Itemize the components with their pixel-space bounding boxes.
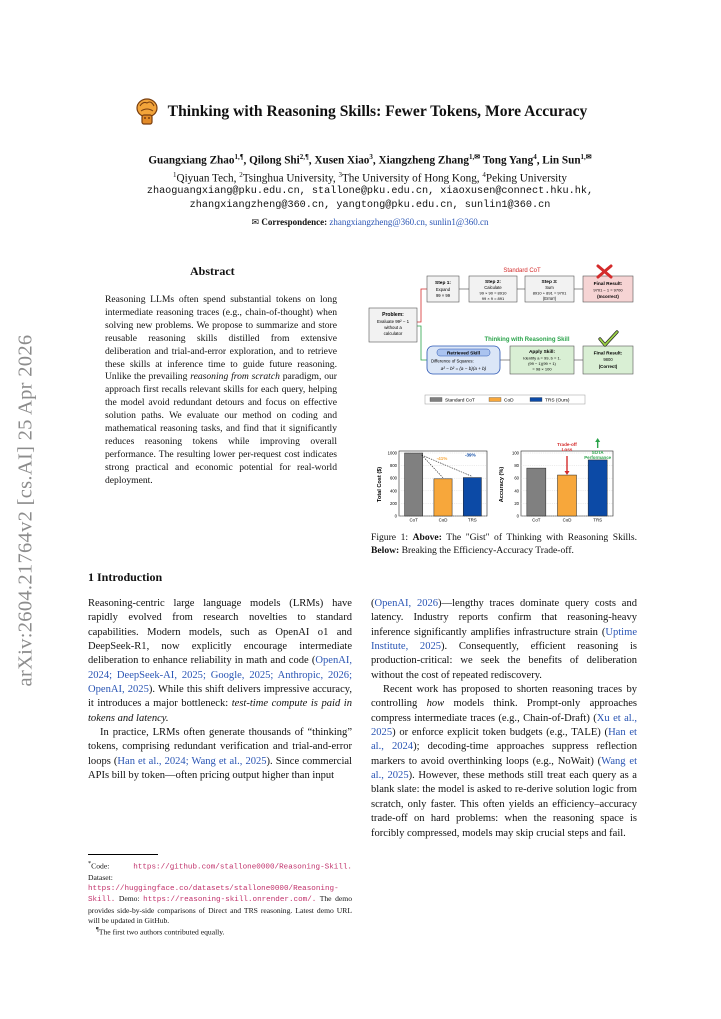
emphasis: how bbox=[426, 698, 445, 710]
author-names: Guangxiang Zhao$^{1,\P}$, Qilong Shi$^{2,\P}$, Xusen Xiao$^3$, Xiangzheng Zhang$^{1,✉}$ Tong Yang$^4$, Lin Sun$^{1,✉}$ bbox=[148, 153, 592, 167]
x-tick-label: CoT bbox=[532, 517, 541, 523]
x-tick-label: CoT bbox=[409, 517, 418, 523]
y-tick-label: 80 bbox=[514, 463, 519, 469]
step-line: (99 − 1)(99 + 1) bbox=[528, 361, 556, 366]
retrieved-skill-box bbox=[427, 346, 500, 374]
legend-swatch bbox=[489, 398, 501, 402]
y-tick-label: 1000 bbox=[387, 450, 397, 456]
y-tick-label: 400 bbox=[390, 488, 397, 494]
author-mark: 2,¶ bbox=[299, 153, 309, 161]
citation-link[interactable]: Han et al., 2024; Wang et al., 2025 bbox=[117, 755, 267, 767]
envelope-icon: ✉ bbox=[251, 217, 260, 228]
final-result-correct bbox=[583, 346, 633, 374]
cost-reduction-cod: -41% bbox=[436, 455, 448, 461]
citation-link[interactable]: Wang et al., 2025 bbox=[371, 755, 637, 782]
author-mark: 1,✉ bbox=[580, 153, 592, 161]
correspondence-emails[interactable]: zhangxiangzheng@360.cn, sunlin1@360.cn bbox=[329, 217, 489, 228]
caption-text: Breaking the Efficiency-Accuracy Trade-off. bbox=[399, 544, 574, 556]
caption-above: Above: bbox=[412, 532, 442, 543]
email-line: zhangxiangzheng@360.cn, yangtong@pku.edu.cn, sunlin1@360.cn bbox=[189, 200, 551, 212]
x-tick-label: TRS bbox=[467, 517, 477, 523]
y-axis-label: Total Cost ($) bbox=[377, 466, 383, 503]
caption-text: The "Gist" of Thinking with Reasoning Skills. bbox=[441, 532, 637, 543]
skill-line: Difference of Squares: bbox=[431, 358, 474, 364]
author: Xiangzheng Zhang bbox=[378, 154, 469, 167]
step-title: Final Result: bbox=[593, 351, 623, 357]
step-title: Final Result: bbox=[593, 282, 623, 287]
caption-below: Below: bbox=[371, 544, 400, 556]
text: Recent work has proposed to shorten reasoning traces by controlling bbox=[371, 684, 637, 710]
bar-cot bbox=[527, 468, 546, 516]
cross-icon bbox=[598, 266, 611, 277]
y-tick-label: 0 bbox=[394, 513, 397, 519]
text: ). Consequently, efficient reasoning is production-critical: we seek the benefits of deliberation without the cost of repeated rediscovery. bbox=[371, 641, 637, 681]
y-tick-label: 20 bbox=[514, 500, 519, 506]
accuracy-chart bbox=[499, 451, 613, 523]
bar-trs bbox=[588, 460, 607, 516]
citation-link[interactable]: OpenAI, 2026 bbox=[374, 598, 439, 609]
legend-swatch bbox=[430, 398, 442, 402]
paragraph: (OpenAI, 2026)—lengthy traces dominate query costs and latency. Industry reports confirm that reasoning-heavy inference significantly amplifies infrastructure strain (Uptime Institute, 2025). Consequently, efficient reasoning is production-critical: we seek the benefits of deliberation without the cost of repeated rediscovery. bbox=[371, 598, 637, 681]
affiliation: The University of Hong Kong bbox=[341, 172, 477, 185]
y-tick-label: 600 bbox=[390, 475, 397, 481]
paper-title: Thinking with Reasoning Skills: Fewer Tokens, More Accuracy bbox=[167, 103, 588, 120]
abstract-text: Reasoning LLMs often spend substantial tokens on long intermediate reasoning traces (e.g., chain-of-thought) when solving new problems. We propose to summarize and store reusable reasoning skills distilled from extensive deliberation and trial-and-error exploration, and to retrieve these skills at inference time to guide future reasoning. Unlike the prevailing bbox=[105, 294, 337, 383]
bar-trs bbox=[463, 478, 481, 516]
trs-connector bbox=[417, 326, 427, 360]
bar-cot bbox=[405, 453, 423, 516]
step-line: (Correct) bbox=[598, 364, 618, 369]
skill-title: Retrieved Skill bbox=[446, 351, 481, 357]
figure-1 bbox=[365, 262, 640, 532]
text: ). While this shift delivers impressive accuracy, it introduces a major bottleneck: bbox=[88, 684, 352, 710]
paragraph bbox=[88, 597, 352, 726]
author: Lin Sun bbox=[542, 154, 581, 167]
y-tick-label: 200 bbox=[390, 500, 397, 506]
abstract-text: paradigm, our approach first recalls relevant skills for each query, helping the model avoid redundant detours and focus on effective solution paths. We evaluate our method on coding and mathematical reasoning tasks, and find that it significantly reduces reasoning tokens while improving overall performance. The resulting lower per-request cost indicates strong practical and economic potential for real-world deployment. bbox=[105, 371, 337, 486]
step-line: (Incorrect) bbox=[597, 294, 619, 299]
legend-label: TRS (Ours) bbox=[545, 398, 570, 404]
problem-line: calculator bbox=[383, 331, 403, 336]
chart-legend bbox=[425, 395, 585, 404]
email-line: zhaoguangxiang@pku.edu.cn, stallone@pku.edu.cn, xiaoxusen@connect.hku.hk, bbox=[146, 186, 594, 198]
problem-line: Evaluate 99² − 1 bbox=[376, 319, 410, 324]
arxiv-stamp bbox=[6, 300, 46, 720]
affiliation: Qiyuan Tech bbox=[176, 172, 234, 185]
step-title: Apply Skill: bbox=[528, 350, 556, 355]
footnotes bbox=[88, 854, 352, 937]
author-mark: 1,✉ bbox=[468, 153, 481, 161]
problem-title: Problem: bbox=[382, 312, 404, 318]
step-line: Identify a = 99, b = 1. bbox=[523, 355, 561, 361]
step-title: Step 2: bbox=[485, 280, 501, 285]
step-1-box bbox=[427, 276, 459, 302]
tradeoff-arrow-head bbox=[565, 471, 570, 475]
code-link[interactable]: https://github.com/stallone0000/Reasoning-Skill. bbox=[133, 863, 352, 872]
step-line: 9701 − 1 = 9700 bbox=[593, 287, 623, 293]
brain-logo-icon bbox=[134, 97, 160, 127]
section-heading: 1 Introduction bbox=[88, 570, 163, 584]
step-3-box bbox=[525, 276, 574, 302]
x-tick-label: TRS bbox=[593, 517, 603, 523]
skill-line: a² − b² = (a − b)(a + b) bbox=[440, 366, 487, 371]
step-line: (Error!) bbox=[542, 296, 557, 301]
y-tick-label: 800 bbox=[390, 463, 397, 469]
footnote-rule bbox=[88, 854, 158, 855]
x-tick-label: CoD bbox=[562, 517, 572, 523]
step-line: 8910 + 891 = 9701 bbox=[532, 290, 567, 296]
step-line: 9800 bbox=[603, 357, 613, 362]
y-tick-label: 100 bbox=[512, 450, 519, 456]
citation-link[interactable]: OpenAI, 2024; DeepSeek-AI, 2025; Google, 2025; Anthropic, 2026; OpenAI, 2025 bbox=[88, 655, 352, 696]
legend-label: CoD bbox=[504, 398, 514, 404]
standard-cot-label: Standard CoT bbox=[503, 268, 541, 274]
footnote-label: Dataset: bbox=[88, 873, 113, 883]
arxiv-identifier: arXiv:2604.21764v2 [cs.AI] 25 Apr 2026 bbox=[14, 334, 37, 686]
chart-annotations bbox=[422, 438, 612, 478]
correspondence bbox=[60, 215, 680, 229]
text: models think. Prompt-only approaches compress intermediate traces (e.g., Chain-of-Draft) ( bbox=[371, 698, 638, 724]
tradeoff-label: Trade-off bbox=[557, 442, 577, 447]
y-tick-label: 0 bbox=[516, 513, 519, 519]
text: ). Since commercial APIs bill by token—often pricing output higher than input bbox=[88, 755, 352, 782]
footnote-code: *Code: https://github.com/stallone0000/Reasoning-Skill. Dataset: https://huggingface.co/datasets/stallone0000/Reasoning-Skill. Demo: https://reasoning-skill.onrender.com/. The demo provides side-by-side comparisons of Direct and TRS reasoning. Latest demo URL will be updated in GitHub. bbox=[88, 860, 352, 925]
bar-cod bbox=[557, 475, 576, 516]
author: Qilong Shi bbox=[249, 154, 300, 167]
step-line: = 98 × 100 bbox=[532, 366, 552, 372]
legend-swatch bbox=[530, 398, 542, 402]
step-title: Step 3: bbox=[541, 280, 558, 285]
cost-reduction-trs: -39% bbox=[464, 452, 476, 458]
author: Guangxiang Zhao bbox=[148, 154, 235, 167]
text: Reasoning-centric large language models (LRMs) have rapidly evolved from research novelties to standard capabilities. Modern models, such as OpenAI o1 and DeepSeek-R1, now explicitly encourage intermediate deliberation to enhance reliability in math and code ( bbox=[88, 598, 352, 667]
author: Tong Yang bbox=[482, 154, 534, 167]
y-axis-label: Accuracy (%) bbox=[499, 466, 505, 503]
apply-skill-box bbox=[510, 346, 574, 374]
author-mark: 3 bbox=[369, 153, 373, 161]
legend-label: Standard CoT bbox=[445, 398, 475, 404]
footnote-equal: ¶The first two authors contributed equally. bbox=[96, 926, 225, 937]
sota-label: SOTA bbox=[591, 450, 604, 455]
abstract-emphasis: reasoning from scratch bbox=[190, 371, 280, 383]
step-2-box bbox=[469, 276, 517, 302]
text: ) or enforce explicit token budgets (e.g., TALE) ( bbox=[392, 727, 609, 739]
problem-line: without a bbox=[384, 325, 402, 330]
step-line: Sum bbox=[545, 285, 554, 290]
author-mark: 1,¶ bbox=[234, 153, 244, 161]
affiliation: Tsinghua University bbox=[242, 172, 333, 185]
figure-caption bbox=[371, 532, 637, 557]
author-block bbox=[60, 150, 680, 229]
emphasis: test-time compute is paid in tokens and latency. bbox=[88, 698, 352, 724]
step-line: 99 × 99 bbox=[435, 293, 451, 298]
step-line: 99 × 90 = 8910 bbox=[479, 290, 507, 296]
x-tick-label: CoD bbox=[438, 517, 448, 523]
dataset-link[interactable]: https://huggingface.co/datasets/stallone0000/Reasoning-Skill. bbox=[88, 884, 339, 905]
abstract-heading: Abstract bbox=[190, 264, 235, 278]
text: In practice, LRMs often generate thousands of “thinking” tokens, comprising redundant verification and trial-and-error loops ( bbox=[88, 727, 352, 767]
affiliation: Peking University bbox=[485, 172, 567, 185]
cost-chart bbox=[377, 451, 487, 523]
caption-label: Figure 1: bbox=[371, 532, 413, 543]
citation-link[interactable]: Uptime Institute, 2025 bbox=[371, 626, 637, 653]
author: Xusen Xiao bbox=[314, 154, 370, 167]
trs-label: Thinking with Reasoning Skill bbox=[484, 337, 570, 343]
y-tick-label: 40 bbox=[514, 488, 519, 494]
right-column bbox=[371, 597, 637, 841]
abstract-body bbox=[105, 294, 337, 488]
y-tick-label: 60 bbox=[514, 475, 519, 481]
author-mark: 4 bbox=[533, 153, 537, 161]
footnote-text: The first two authors contributed equally. bbox=[98, 927, 225, 937]
demo-link[interactable]: https://reasoning-skill.onrender.com/. bbox=[143, 896, 317, 905]
footnote-label: Code: bbox=[91, 861, 110, 871]
sota-label: Performance bbox=[584, 455, 612, 460]
citation-link[interactable]: Han et al., 2024 bbox=[371, 727, 637, 753]
paragraph bbox=[88, 726, 352, 783]
step-line: 99 × 9 = 891 bbox=[481, 296, 505, 301]
title-row bbox=[0, 97, 721, 127]
correspondence-label: Correspondence: bbox=[261, 217, 328, 228]
footnote-text: The demo provides side-by-side comparisons of Direct and TRS reasoning. Latest demo URL will be updated in GitHub. bbox=[88, 894, 352, 925]
problem-box bbox=[369, 308, 417, 342]
citation-link[interactable]: Xu et al., 2025 bbox=[371, 712, 637, 739]
sota-arrow-head bbox=[595, 438, 600, 442]
footnote-label: Demo: bbox=[118, 894, 140, 904]
tradeoff-label: Loss bbox=[561, 447, 573, 452]
left-column bbox=[88, 597, 352, 783]
text: ). However, these methods still treat each query as a blank slate: the model is asked to re-derive solution logic from scratch, only faster. This often yields an efficiency–accuracy trade-off on hard problems: when the reasoning space is forcibly compressed, models may skip crucial steps and fail. bbox=[371, 770, 637, 839]
final-result-incorrect bbox=[583, 276, 633, 302]
paragraph bbox=[371, 683, 637, 841]
step-line: Calculate bbox=[484, 285, 502, 290]
step-line: Expand bbox=[435, 287, 451, 292]
step-title: Step 1: bbox=[435, 281, 451, 286]
cot-connector bbox=[417, 289, 427, 322]
text: )—lengthy traces dominate query costs and latency. Industry reports confirm that reasoning-heavy inference significantly amplifies infrastructure strain ( bbox=[371, 598, 637, 638]
text: ); decoding-time approaches suppress reflection markers to avoid overthinking loops (e.g., NoWait) ( bbox=[371, 741, 637, 767]
bar-cod bbox=[434, 479, 452, 516]
affiliations: $^1$Qiyuan Tech, $^2$Tsinghua University, $^3$The University of Hong Kong, $^4$Peking University bbox=[172, 170, 567, 185]
